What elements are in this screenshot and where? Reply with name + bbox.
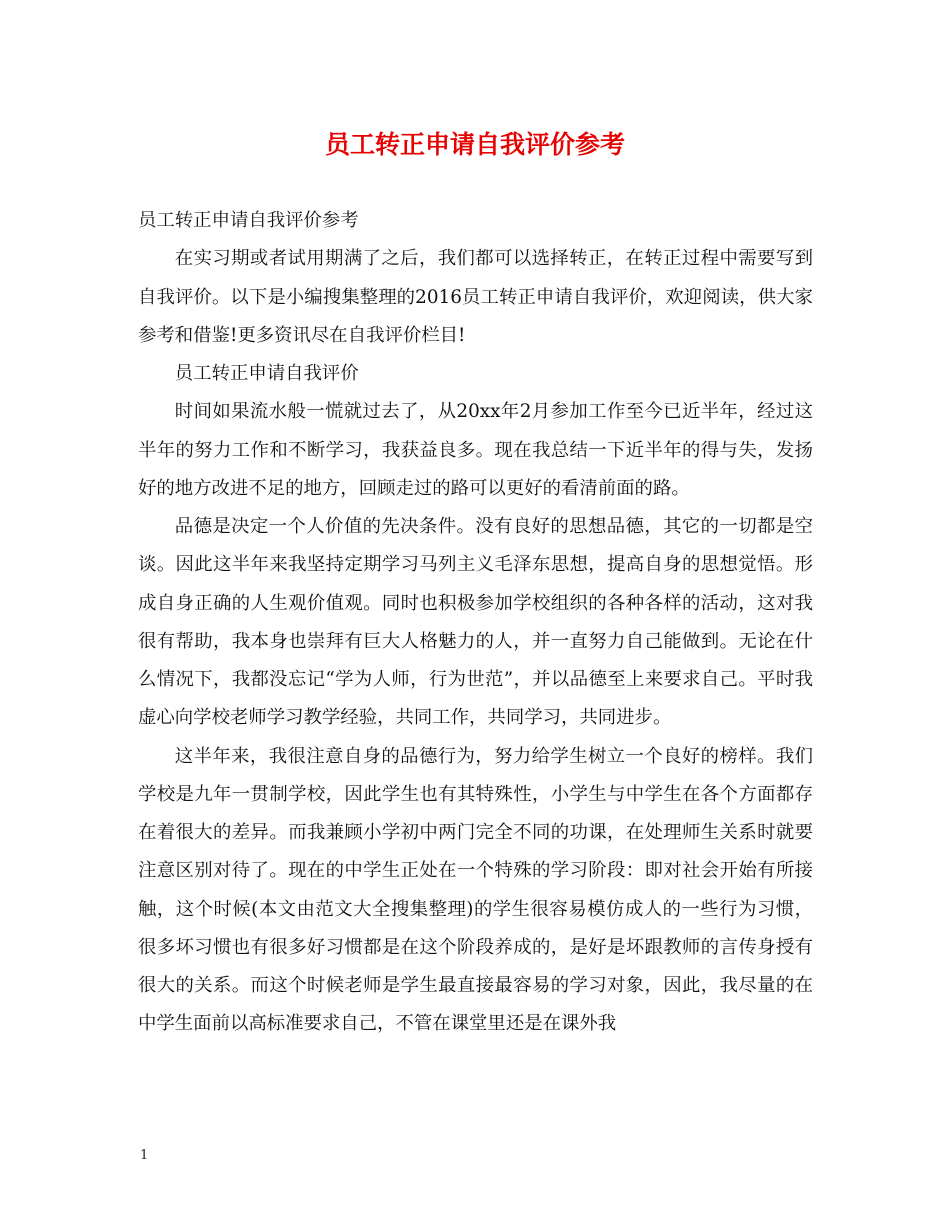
document-title: 员工转正申请自我评价参考 — [324, 130, 625, 159]
document-body — [138, 202, 813, 1044]
paragraph-time: 时间如果流水般一慌就过去了，从20xx年2月参加工作至今已近半年，经过这半年的努力工作和不断学习，我获益良多。现在我总结一下近半年的得与失，发扬好的地方改进不足的地方，回顾走过的路可以更好的看清前面的路。 — [138, 401, 813, 499]
paragraph-conduct: 这半年来，我很注意自身的品德行为，努力给学生树立一个良好的榜样。我们学校是九年一贯制学校，因此学生也有其特殊性，小学生与中学生在各个方面都存在着很大的差异。而我兼顾小学初中两门完全不同的功课，在处理师生关系时就要注意区别对待了。现在的中学生正处在一个特殊的学习阶段：即对社会开始有所接触，这个时候(本文由范文大全搜集整理)的学生很容易模仿成人的一些行为习惯，很多坏习惯也有很多好习惯都是在这个阶段养成的，是好是坏跟教师的言传身授有很大的关系。而这个时候老师是学生最直接最容易的学习对象，因此，我尽量的在中学生面前以高标准要求自己，不管在课堂里还是在课外我 — [138, 745, 813, 1035]
paragraph-morality: 品德是决定一个人价值的先决条件。没有良好的思想品德，其它的一切都是空谈。因此这半年来我坚持定期学习马列主义毛泽东思想，提高自身的思想觉悟。形成自身正确的人生观价值观。同时也积极参加学校组织的各种各样的活动，这对我很有帮助，我本身也崇拜有巨大人格魅力的人，并一直努力自己能做到。无论在什么情况下，我都没忘记“学为人师，行为世范”，并以品德至上来要求自己。平时我虚心向学校老师学习教学经验，共同工作，共同学习，共同进步。 — [138, 516, 813, 729]
paragraph-subheading: 员工转正申请自我评价 — [174, 363, 359, 384]
paragraph-intro: 在实习期或者试用期满了之后，我们都可以选择转正，在转正过程中需要写到自我评价。以下是小编搜集整理的2016员工转正申请自我评价，欢迎阅读，供大家参考和借鉴!更多资讯尽在自我评价栏目! — [138, 248, 813, 346]
paragraph-heading-repeat: 员工转正申请自我评价参考 — [138, 210, 359, 231]
page-number: 1 — [140, 1148, 149, 1163]
